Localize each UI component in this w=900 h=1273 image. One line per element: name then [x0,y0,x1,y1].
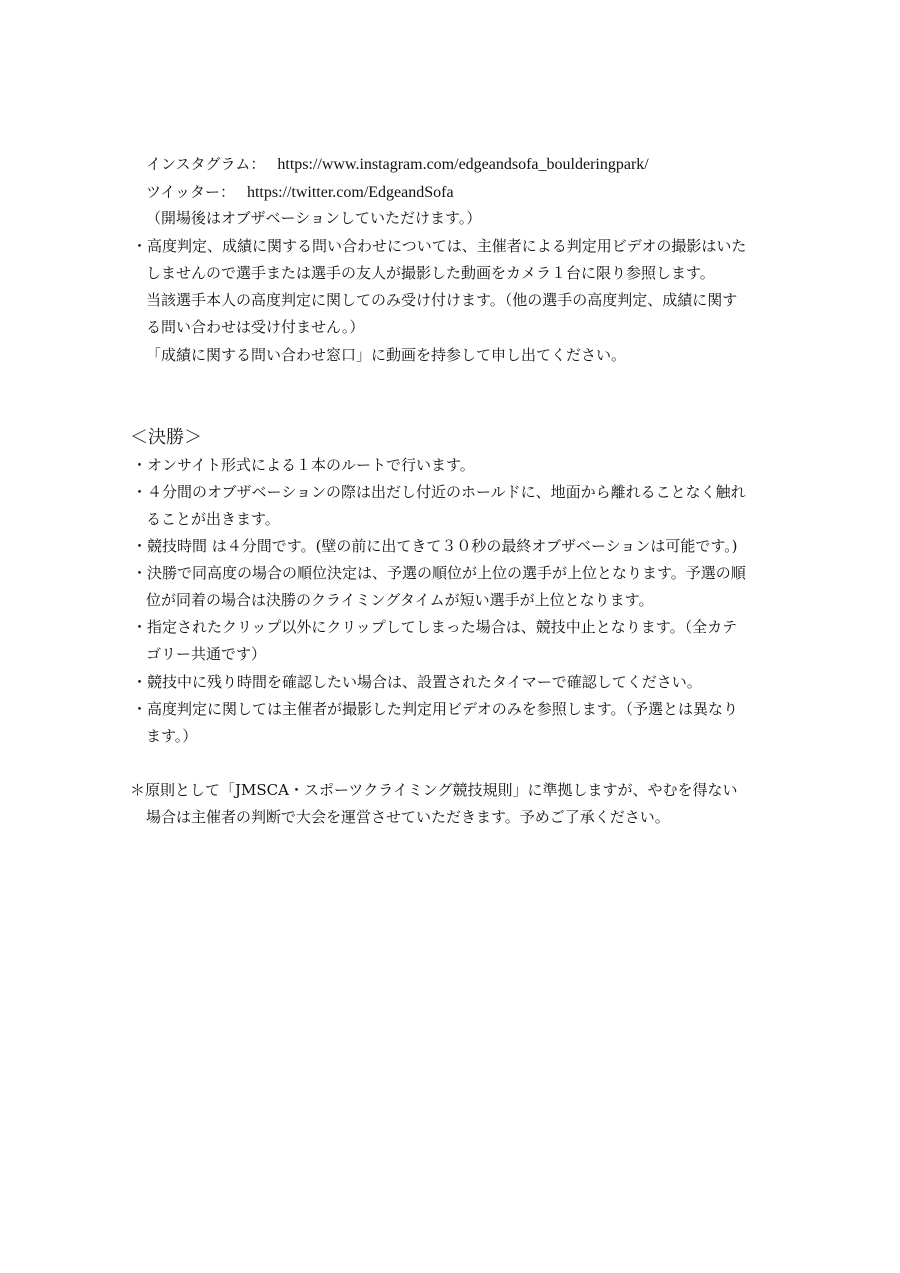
inquiry-line-5: 「成績に関する問い合わせ窓口」に動画を持参して申し出てください。 [146,346,627,364]
rules-note-line-2: 場合は主催者の判断で大会を運営させていただきます。予めご了承ください。 [146,808,670,826]
finals-item-6: ・競技中に残り時間を確認したい場合は、設置されたタイマーで確認してください。 [132,673,702,691]
rules-note-line-1: ＊原則として「JMSCA・スポーツクライミング競技規則」に準拠しますが、やむを得ない [130,781,738,799]
inquiry-line-3: 当該選手本人の高度判定に関してのみ受け付けます。（他の選手の高度判定、成績に関す [146,291,738,309]
finals-item-7: ・高度判定に関しては主催者が撮影した判定用ビデオのみを参照します。（予選とは異なり [132,700,739,718]
inquiry-line-1: ・高度判定、成績に関する問い合わせについては、主催者による判定用ビデオの撮影はいた [132,237,747,255]
twitter-label: ツイッター： [146,183,235,201]
finals-item-1: ・オンサイト形式による１本のルートで行います。 [132,456,475,474]
inquiry-line-4: る問い合わせは受け付ません。） [146,318,365,336]
finals-item-3: ・競技時間 は４分間です。(壁の前に出てきて３０秒の最終オブザベーションは可能です。) [132,537,738,555]
finals-item-2-cont: ることが出きます。 [146,510,280,528]
instagram-label: インスタグラム： [146,155,266,173]
inquiry-line-2: しませんので選手または選手の友人が撮影した動画をカメラ１台に限り参照します。 [146,264,715,282]
finals-item-2: ・４分間のオブザベーションの際は出だし付近のホールドに、地面から離れることなく触れ [132,483,746,501]
twitter-line [146,182,454,203]
finals-item-5: ・指定されたクリップ以外にクリップしてしまった場合は、競技中止となります。（全カテ [132,618,738,636]
finals-item-7-cont: ます。） [146,727,198,745]
finals-item-4-cont: 位が同着の場合は決勝のクライミングタイムが短い選手が上位となります。 [146,591,654,609]
instagram-url: https://www.instagram.com/edgeandsofa_boulderingpark/ [277,156,649,173]
finals-item-5-cont: ゴリー共通です） [146,645,267,663]
finals-heading: ＜決勝＞ [130,427,202,448]
instagram-line [146,154,649,175]
twitter-url: https://twitter.com/EdgeandSofa [246,184,454,201]
observation-note: （開場後はオブザベーションしていただけます。） [146,209,482,227]
finals-item-4: ・決勝で同高度の場合の順位決定は、予選の順位が上位の選手が上位となります。予選の順 [132,564,746,582]
